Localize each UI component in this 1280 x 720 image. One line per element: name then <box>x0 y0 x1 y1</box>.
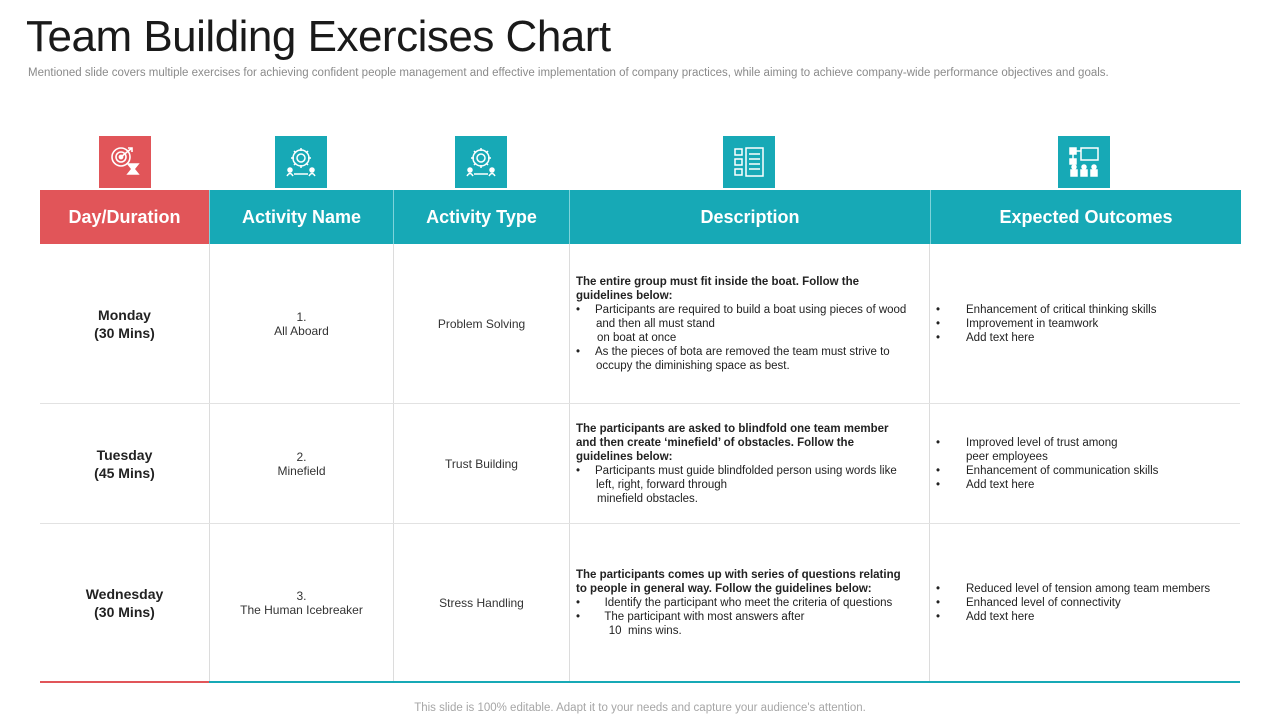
column-divider <box>569 244 570 682</box>
table-row-1-description: The entire group must fit inside the boat. Follow the guidelines below: • Participants are required to build a boat using pieces of wood and then all must stand on boat at once • As the pieces of bota are removed the team must strive to occupy the diminishing space as best. <box>576 275 907 372</box>
table-row-1-type: Problem Solving <box>437 316 526 331</box>
team-gear-icon <box>275 136 327 188</box>
flowchart-people-icon <box>1058 136 1110 188</box>
table-row-3-activity: 3. The Human Icebreaker <box>240 588 363 617</box>
target-hourglass-icon <box>99 136 151 188</box>
page-subtitle: Mentioned slide covers multiple exercises for achieving confident people management and effective implementation of company practices, while aiming to achieve company-wide performance objectives and goals. <box>28 67 1109 79</box>
header-expected-outcomes: Expected Outcomes <box>930 190 1241 244</box>
page-title: Team Building Exercises Chart <box>26 12 611 61</box>
table-row-2-day: Tuesday (45 Mins) <box>94 446 155 481</box>
column-divider <box>929 244 930 682</box>
table-row-3-type: Stress Handling <box>439 595 524 610</box>
table-row-2-outcomes: • Improved level of trust among peer employees • Enhancement of communication skills • Add text here <box>936 436 1159 491</box>
table-row-1-outcomes: • Enhancement of critical thinking skills • Improvement in teamwork • Add text here <box>936 303 1157 344</box>
header-activity-type: Activity Type <box>393 190 569 244</box>
table-row-3-description: The participants comes up with series of questions relating to people in general way. Follow the guidelines below: • Identify the participant who meet the criteria of questions • The participant with most answers after 10 mins wins. <box>576 568 901 637</box>
header-description: Description <box>569 190 930 244</box>
table-row-1-day: Monday (30 Mins) <box>94 306 155 341</box>
team-gear-icon <box>455 136 507 188</box>
bottom-border-teal <box>209 681 1240 683</box>
footer-note: This slide is 100% editable. Adapt it to your needs and capture your audience's attention. <box>414 702 866 714</box>
checklist-icon <box>723 136 775 188</box>
table-row-3-day: Wednesday (30 Mins) <box>85 585 164 620</box>
table-row-1-activity: 1. All Aboard <box>274 309 329 338</box>
table-row-3-outcomes: • Reduced level of tension among team members • Enhanced level of connectivity • Add text here <box>936 582 1211 623</box>
header-activity-name: Activity Name <box>209 190 393 244</box>
table-row-2-description: The participants are asked to blindfold one team member and then create ‘minefield’ of obstacles. Follow the guidelines below: • Participants must guide blindfolded person using words like left, right, forward through minefield obstacles. <box>576 422 897 505</box>
table-row-2-type: Trust Building <box>445 456 518 471</box>
header-day-duration: Day/Duration <box>40 190 209 244</box>
exercise-table <box>40 190 1240 682</box>
table-row-2-activity: 2. Minefield <box>277 449 326 478</box>
bottom-border-red <box>40 681 209 683</box>
